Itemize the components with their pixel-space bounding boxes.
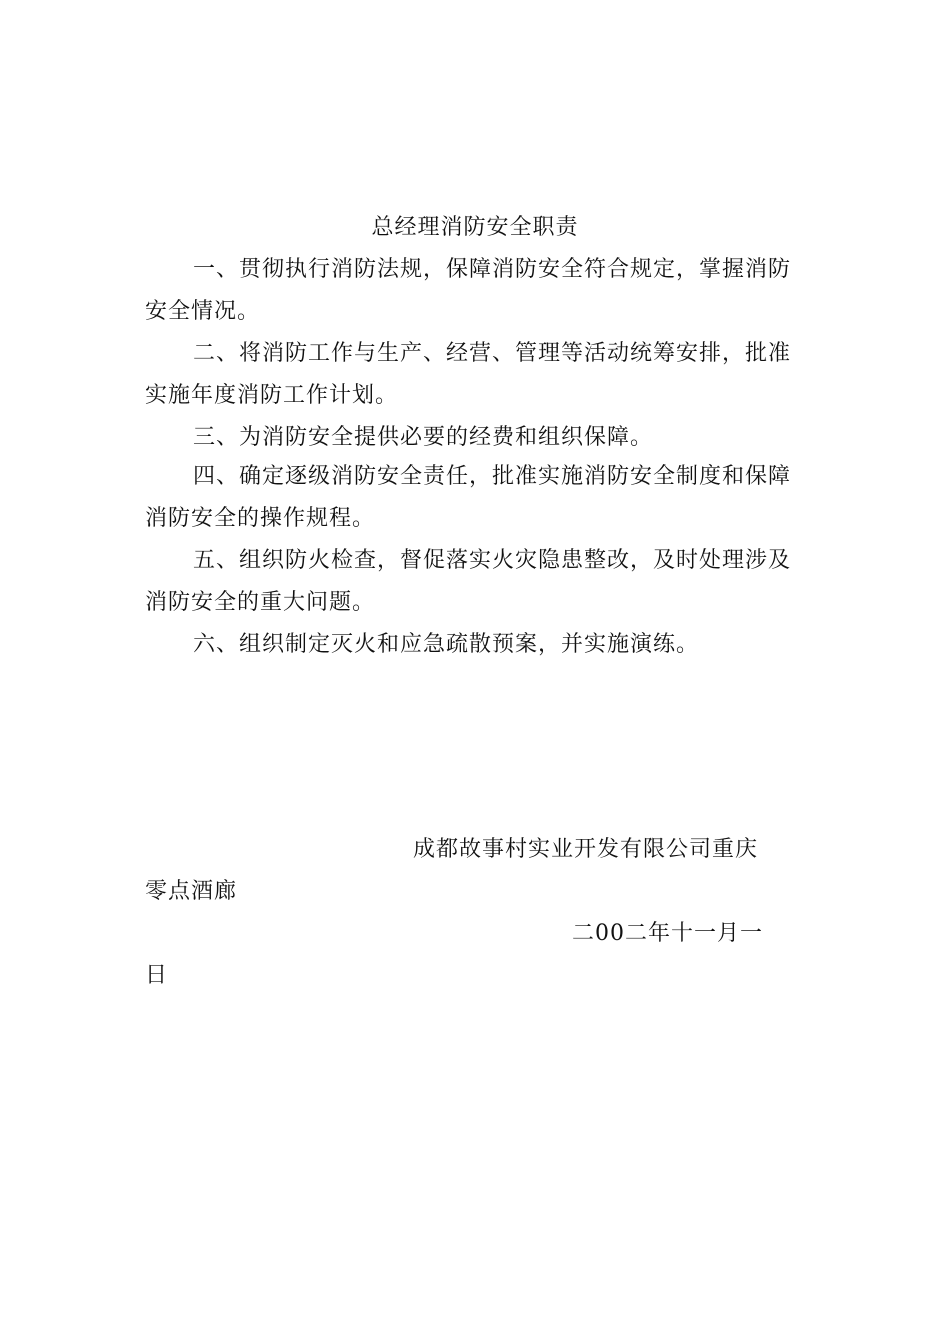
duty-paragraph-4: 四、确定逐级消防安全责任，批准实施消防安全制度和保障消防安全的操作规程。: [145, 464, 792, 531]
signature-date-line-1: 二00二年十一月一: [572, 921, 763, 946]
duty-paragraph-6: 六、组织制定灭火和应急疏散预案，并实施演练。: [193, 632, 700, 657]
duty-paragraph-1: 一、贯彻执行消防法规，保障消防安全符合规定，掌握消防安全情况。: [145, 257, 792, 324]
duty-paragraph-3: 三、为消防安全提供必要的经费和组织保障。: [193, 425, 654, 450]
duty-paragraph-5: 五、组织防火检查，督促落实火灾隐患整改，及时处理涉及消防安全的重大问题。: [145, 548, 792, 615]
signature-company-line-1: 成都故事村实业开发有限公司重庆: [413, 837, 759, 862]
duty-paragraph-2: 二、将消防工作与生产、经营、管理等活动统筹安排，批准实施年度消防工作计划。: [145, 341, 792, 408]
page-title: 总经理消防安全职责: [371, 215, 579, 240]
signature-date-line-2: 日: [145, 963, 169, 988]
signature-company-line-2: 零点酒廊: [145, 879, 238, 904]
